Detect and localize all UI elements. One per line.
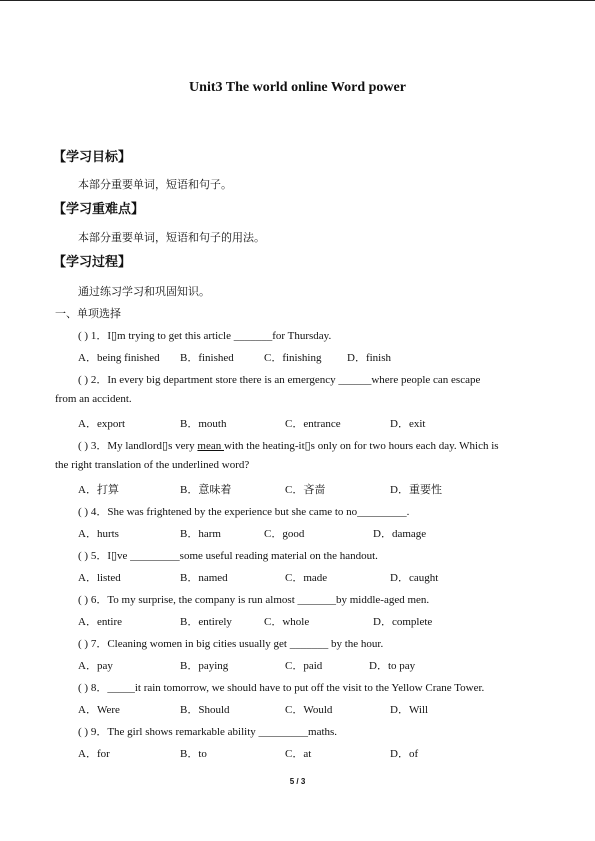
option-c: C．at bbox=[285, 748, 312, 760]
question-4: ( ) 4．She was frightened by the experience but she came to no_________. bbox=[78, 506, 410, 518]
part-one-heading: 一、单项选择 bbox=[55, 307, 121, 320]
option-b: B．harm bbox=[180, 528, 221, 540]
option-c: C．good bbox=[264, 528, 305, 540]
question-3-start: ( ) 3．My landlord▯s very bbox=[78, 440, 198, 452]
option-a: A．being finished bbox=[78, 352, 160, 364]
option-a: A．entire bbox=[78, 616, 122, 628]
option-b: B．意味着 bbox=[180, 484, 232, 496]
option-c: C．吝啬 bbox=[285, 484, 326, 496]
option-b: B．entirely bbox=[180, 616, 232, 628]
option-b: B．mouth bbox=[180, 418, 227, 430]
top-rule bbox=[0, 0, 595, 1]
question-3-continued: the right translation of the underlined word? bbox=[55, 459, 250, 471]
option-a: A．listed bbox=[78, 572, 121, 584]
option-b: B．Should bbox=[180, 704, 230, 716]
question-1: ( ) 1．I▯m trying to get this article _______for Thursday. bbox=[78, 330, 332, 342]
question-6: ( ) 6．To my surprise, the company is run almost _______by middle-aged men. bbox=[78, 594, 430, 606]
question-9: ( ) 9．The girl shows remarkable ability _________maths. bbox=[78, 726, 338, 738]
option-b: B．named bbox=[180, 572, 228, 584]
option-d: D．damage bbox=[373, 528, 427, 540]
option-b: B．finished bbox=[180, 352, 234, 364]
question-2-continued: from an accident. bbox=[55, 393, 132, 405]
option-d: D．to pay bbox=[369, 660, 416, 672]
option-d: D．caught bbox=[390, 572, 439, 584]
option-c: C．paid bbox=[285, 660, 323, 672]
option-a: A．for bbox=[78, 748, 110, 760]
option-d: D．complete bbox=[373, 616, 433, 628]
option-a: A．hurts bbox=[78, 528, 119, 540]
option-d: D．of bbox=[390, 748, 419, 760]
question-7: ( ) 7．Cleaning women in big cities usually get _______ by the hour. bbox=[78, 638, 384, 650]
process-text: 通过练习学习和巩固知识。 bbox=[78, 285, 210, 298]
option-c: C．Would bbox=[285, 704, 333, 716]
page-title: Unit3 The world online Word power bbox=[189, 80, 406, 95]
page-number: 5 / 3 bbox=[289, 777, 306, 786]
option-a: A．Were bbox=[78, 704, 120, 716]
option-d: D．Will bbox=[390, 704, 429, 716]
option-c: C．entrance bbox=[285, 418, 341, 430]
option-b: B．to bbox=[180, 748, 207, 760]
difficulty-heading: 【学习重难点】 bbox=[53, 202, 145, 217]
question-3-end: with the heating-it▯s only on for two hours each day. Which is bbox=[223, 440, 499, 452]
option-b: B．paying bbox=[180, 660, 229, 672]
process-heading: 【学习过程】 bbox=[53, 255, 132, 270]
goal-heading: 【学习目标】 bbox=[53, 150, 132, 165]
underlined-word: mean bbox=[197, 440, 224, 452]
option-a: A．export bbox=[78, 418, 126, 430]
question-5: ( ) 5．I▯ve _________some useful reading material on the handout. bbox=[78, 550, 378, 562]
option-c: C．finishing bbox=[264, 352, 322, 364]
question-3 bbox=[78, 437, 499, 453]
option-d: D．finish bbox=[347, 352, 391, 364]
option-d: D．exit bbox=[390, 418, 426, 430]
option-a: A．pay bbox=[78, 660, 113, 672]
option-c: C．whole bbox=[264, 616, 310, 628]
question-8: ( ) 8．_____it rain tomorrow, we should have to put off the visit to the Yellow Crane Tower. bbox=[78, 682, 485, 694]
option-c: C．made bbox=[285, 572, 328, 584]
question-2: ( ) 2．In every big department store there is an emergency ______where people can escape bbox=[78, 374, 481, 386]
option-d: D．重要性 bbox=[390, 484, 442, 496]
difficulty-text: 本部分重要单词，短语和句子的用法。 bbox=[78, 231, 265, 244]
goal-text: 本部分重要单词，短语和句子。 bbox=[78, 178, 232, 191]
option-a: A．打算 bbox=[78, 484, 119, 496]
